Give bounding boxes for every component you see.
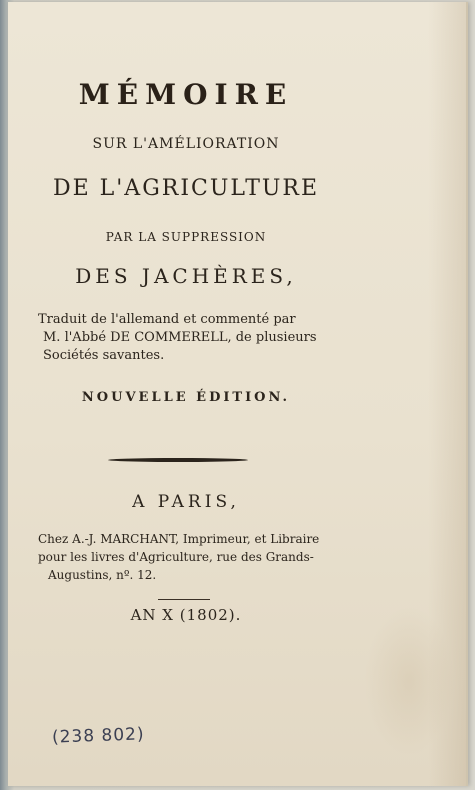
title-page (8, 2, 468, 786)
publication-city: A PARIS, (132, 492, 240, 512)
imprint-line-2: pour les livres d'Agriculture, rue des Grands- (38, 550, 314, 564)
decorative-rule (108, 458, 248, 462)
translator-line-3: Sociétés savantes. (43, 348, 165, 363)
subtitle-line-4: DES JACHÈRES, (75, 264, 297, 288)
imprint-line-3: Augustins, nº. 12. (48, 568, 157, 582)
edition-label: NOUVELLE ÉDITION. (81, 390, 291, 405)
subtitle-line-1: SUR L'AMÉLIORATION (92, 136, 280, 152)
publication-date: AN X (1802). (130, 606, 242, 624)
translator-line-1: Traduit de l'allemand et commenté par (38, 312, 296, 327)
subtitle-line-3: PAR LA SUPPRESSION (105, 230, 267, 244)
imprint-line-1: Chez A.-J. MARCHANT, Imprimeur, et Libraire (38, 532, 320, 546)
subtitle-line-2: DE L'AGRICULTURE (52, 176, 320, 201)
short-rule (158, 599, 210, 600)
paper-stain (364, 606, 454, 756)
translator-line-2: M. l'Abbé DE COMMERELL, de plusieurs (43, 330, 317, 345)
title: MÉMOIRE (78, 78, 294, 111)
handwritten-shelfmark: (238 802) (51, 724, 145, 748)
